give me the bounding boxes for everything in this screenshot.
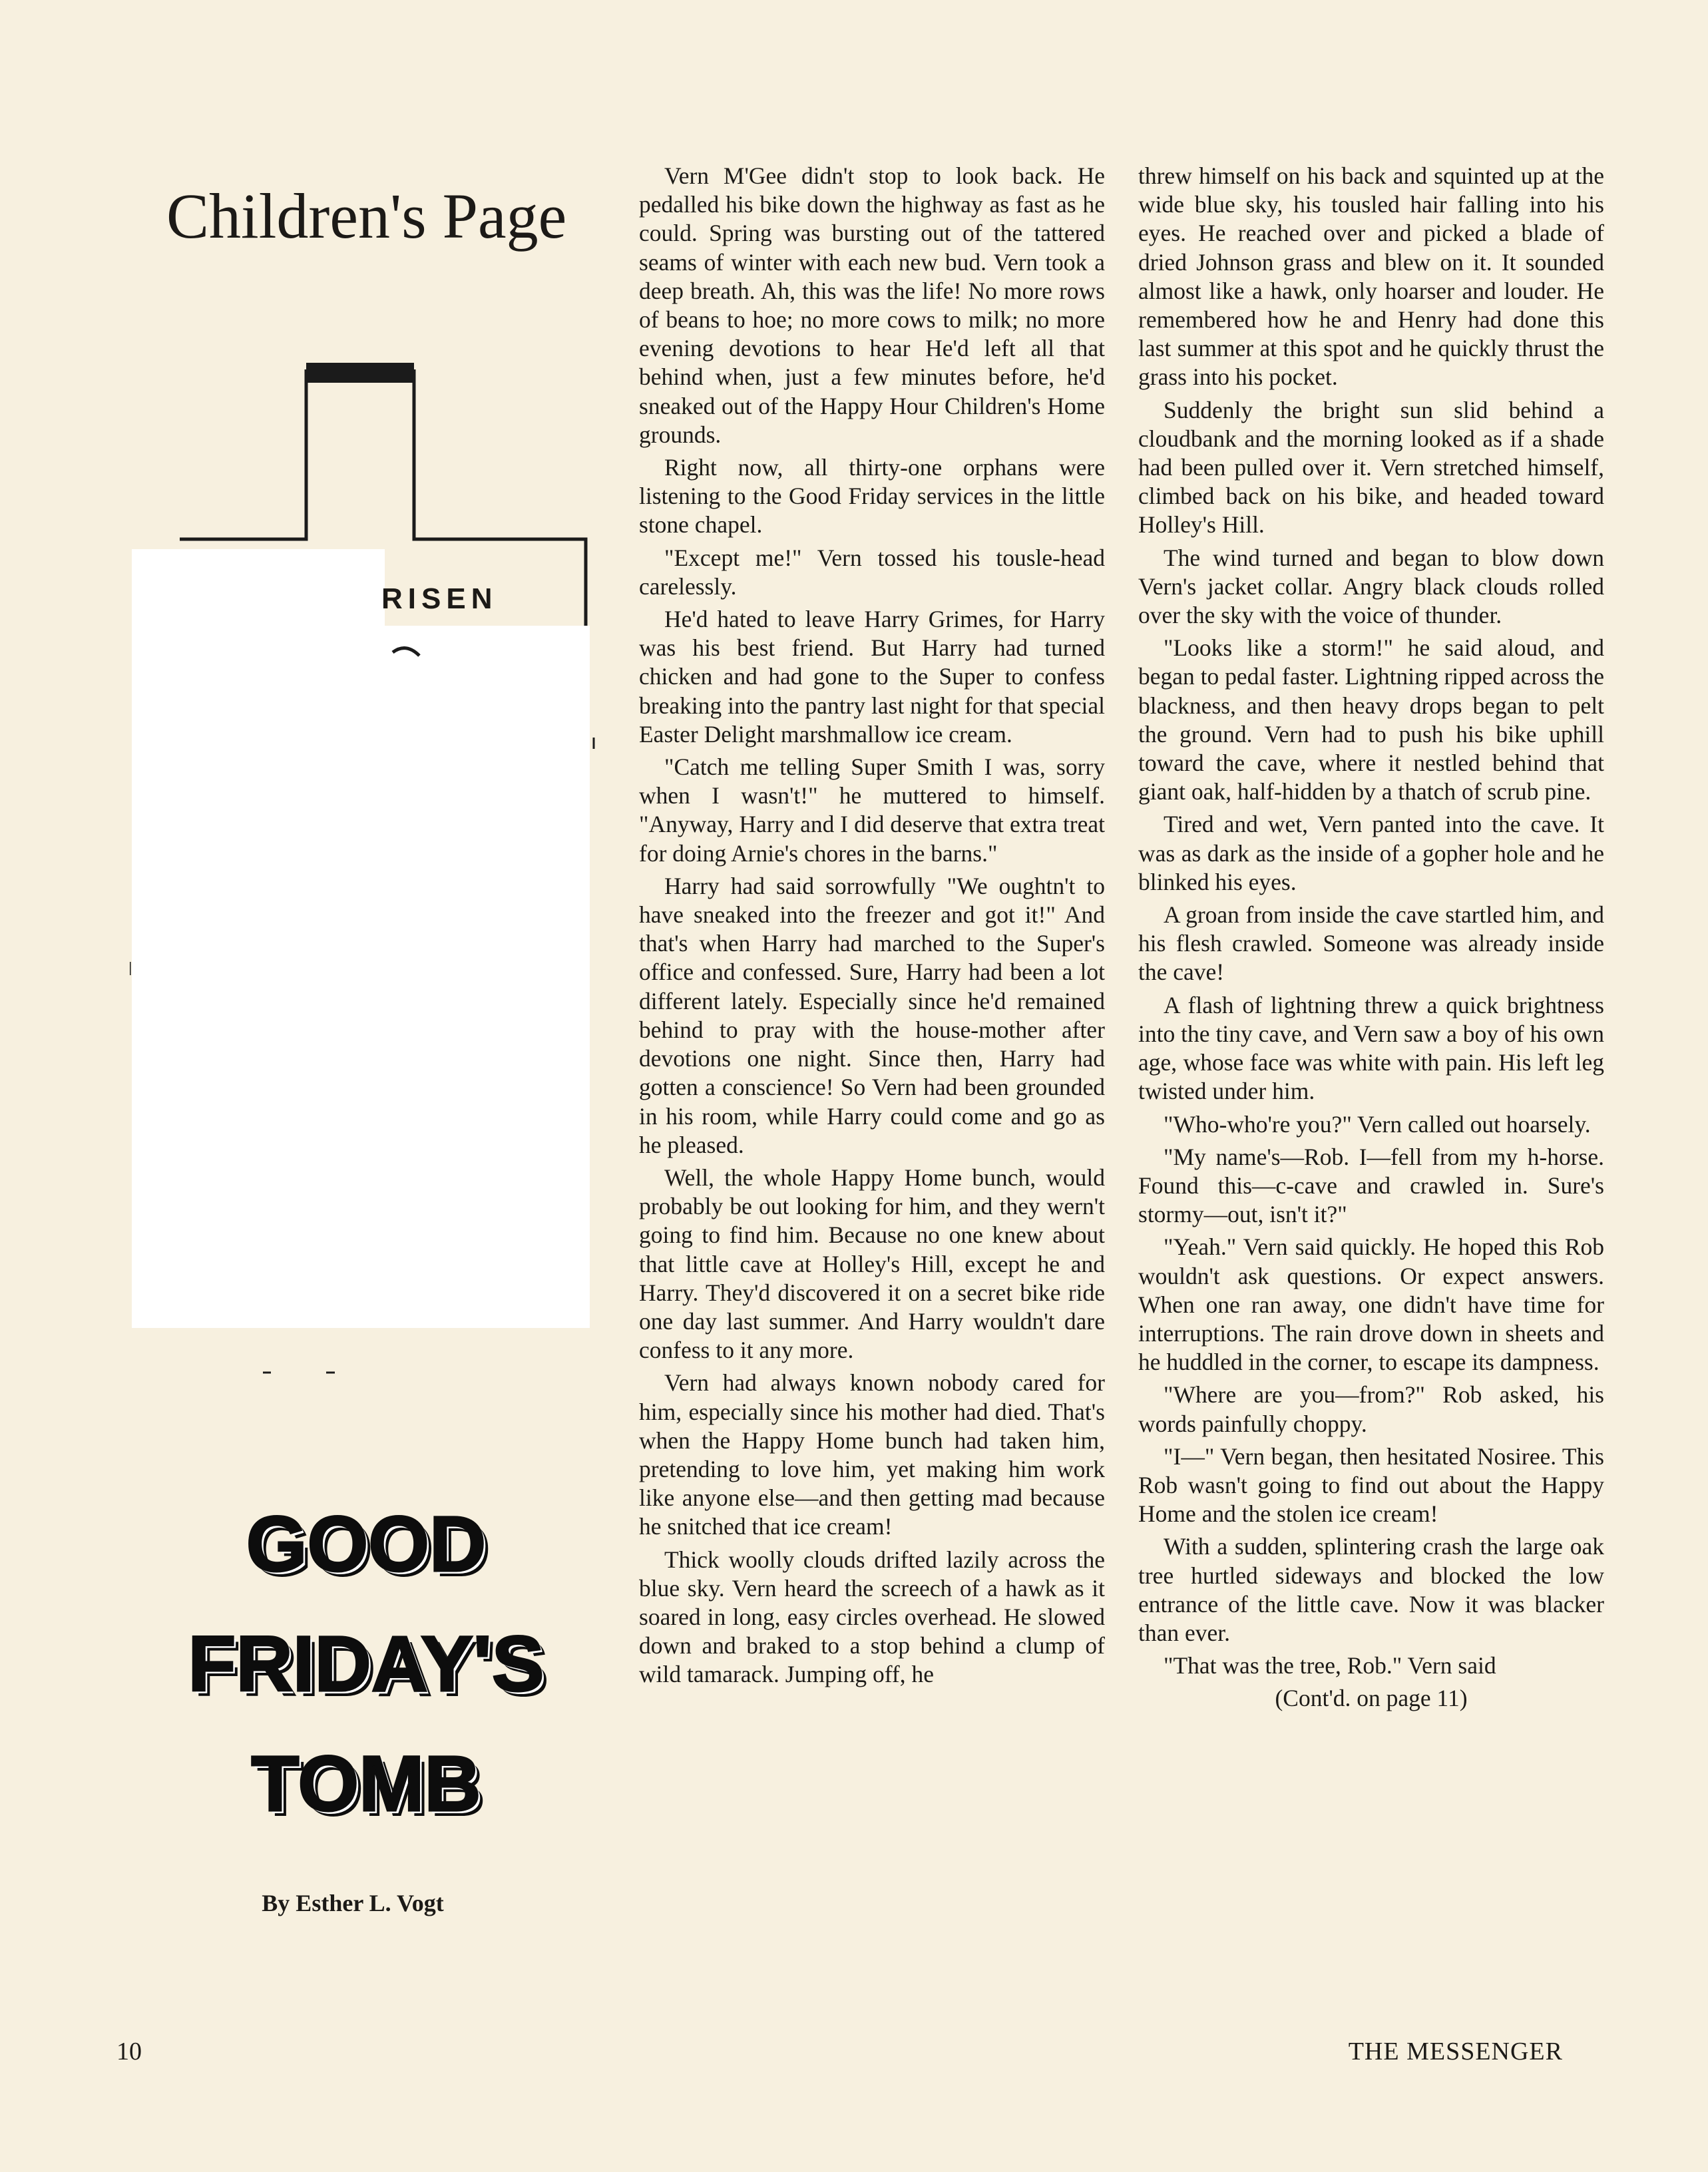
title-line-2: FRIDAY'S xyxy=(188,1620,544,1708)
title-line-1: GOOD xyxy=(246,1500,487,1588)
paragraph: A groan from inside the cave startled him, and his flesh crawled. Someone was already inside the cave! xyxy=(1138,901,1604,986)
paragraph: Suddenly the bright sun slid behind a cloudbank and the morning looked as if a shade had been pulled over it. Vern stretched himself, climbed back on his bike, and headed toward Holley's Hill. xyxy=(1138,396,1604,539)
paragraph: He'd hated to leave Harry Grimes, for Harry was his best friend. But Harry had turned chicken and had gone to the Super to confess breaking into the pantry last night for that special Easter Delight marshmallow ice cream. xyxy=(639,606,1105,748)
article-column-2 xyxy=(1138,162,1604,1717)
section-heading: Children's Page xyxy=(166,180,567,252)
paragraph: Thick woolly clouds drifted lazily across the blue sky. Vern heard the screech of a hawk as it soared in long, easy circles overhead. He slowed down and braked to a stop behind a clump of wild tamarack. Jumping off, he xyxy=(639,1546,1105,1688)
cross-illustration xyxy=(130,359,596,1385)
paragraph: "My name's—Rob. I—fell from my h-horse. Found this—c-cave and crawled in. Sure's stormy—out, isn't it?" xyxy=(1138,1143,1604,1228)
continued-note: (Cont'd. on page 11) xyxy=(1275,1685,1468,1712)
paragraph: "Except me!" Vern tossed his tousle-head carelessly. xyxy=(639,544,1105,600)
paragraph: "Looks like a storm!" he said aloud, and began to pedal faster. Lightning ripped across the blackness, and then heavy drops began to pelt the ground. Vern had to push his bike uphill toward the cave, where it nestled behind that giant oak, half-hidden by a thatch of scrub pine. xyxy=(1138,634,1604,805)
art-blank-main xyxy=(132,626,590,1328)
page-number: 10 xyxy=(116,2038,142,2065)
cross-upright xyxy=(306,363,414,383)
art-blank-upper xyxy=(132,549,385,629)
paragraph: Tired and wet, Vern panted into the cave. It was as dark as the inside of a gopher hole and he blinked his eyes. xyxy=(1138,811,1604,895)
paragraph: Vern M'Gee didn't stop to look back. He pedalled his bike down the highway as fast as he could. Spring was bursting out of the tattered seams of winter with each new bud. Vern took a deep breath. Ah, this was the life! No more rows of beans to hoe; no more cows to milk; no more evening devotions to hear He'd left all that behind when, just a few minutes before, he'd sneaked out of the Happy Hour Children's Home grounds. xyxy=(639,162,1105,448)
paragraph: A flash of lightning threw a quick brightness into the tiny cave, and Vern saw a boy of his own age, whose face was white with pain. His left leg twisted under him. xyxy=(1138,991,1604,1105)
paragraph: Well, the whole Happy Home bunch, would probably be out looking for him, and they wern't going to find him. Because no one knew about that little cave at Holley's Hill, except he and Harry. They'd discovered it on a secret bike ride one day last summer. And Harry wouldn't dare confess to it any more. xyxy=(639,1164,1105,1364)
paragraph: Vern had always known nobody cared for him, especially since his mother had died. That's when the Happy Home bunch had taken him, pretending to love him, yet making him work like anyone else—and then getting mad because he snitched that ice cream! xyxy=(639,1369,1105,1540)
paragraph: With a sudden, splintering crash the large oak tree hurtled sideways and blocked the low entrance of the little cave. Now it was blacker than ever. xyxy=(1138,1533,1604,1646)
risen-banner: RISEN xyxy=(381,582,498,615)
paragraph: "Yeah." Vern said quickly. He hoped this Rob wouldn't ask questions. Or expect answers. When one ran away, one didn't have time for interruptions. The rain drove down in sheets and he huddled in the corner, to escape its dampness. xyxy=(1138,1233,1604,1376)
paragraph: threw himself on his back and squinted up at the wide blue sky, his tousled hair falling into his eyes. He reached over and picked a blade of dried Johnson grass and blew on it. It sounded almost like a hawk, only hoarser and louder. He remembered how he and Henry had done this last summer at this spot and he quickly thrust the grass into his pocket. xyxy=(1138,162,1604,391)
paragraph: "Where are you—from?" Rob asked, his words painfully choppy. xyxy=(1138,1381,1604,1437)
author-byline: By Esther L. Vogt xyxy=(262,1890,444,1916)
paragraph: Harry had said sorrowfully "We oughtn't to have sneaked into the freezer and got it!" And that's when Harry had marched to the Super's office and confessed. Sure, Harry had been a lot different lately. Especially since he'd remained behind to pray with the house-mother after devotions one night. Since then, Harry had gotten a conscience! So Vern had been grounded in his room, while Harry could come and go as he pleased. xyxy=(639,872,1105,1158)
article-column-1 xyxy=(639,162,1105,1693)
paragraph: "I—" Vern began, then hesitated Nosiree. This Rob wasn't going to find out about the Happy Home and the stolen ice cream! xyxy=(1138,1442,1604,1528)
paragraph: "That was the tree, Rob." Vern said xyxy=(1164,1652,1496,1679)
paragraph: Right now, all thirty-one orphans were listening to the Good Friday services in the little stone chapel. xyxy=(639,454,1105,539)
title-line-3: TOMB xyxy=(251,1740,481,1828)
paragraph: The wind turned and began to blow down Vern's jacket collar. Angry black clouds rolled over the sky with the voice of thunder. xyxy=(1138,544,1604,629)
paragraph: "Catch me telling Super Smith I was, sorry when I wasn't!" he muttered to himself. "Anyway, Harry and I did deserve that extra treat for doing Arnie's chores in the barns." xyxy=(639,754,1105,867)
publication-name: THE MESSENGER xyxy=(1348,2038,1563,2065)
paragraph: "Who-who're you?" Vern called out hoarsely. xyxy=(1164,1110,1591,1138)
